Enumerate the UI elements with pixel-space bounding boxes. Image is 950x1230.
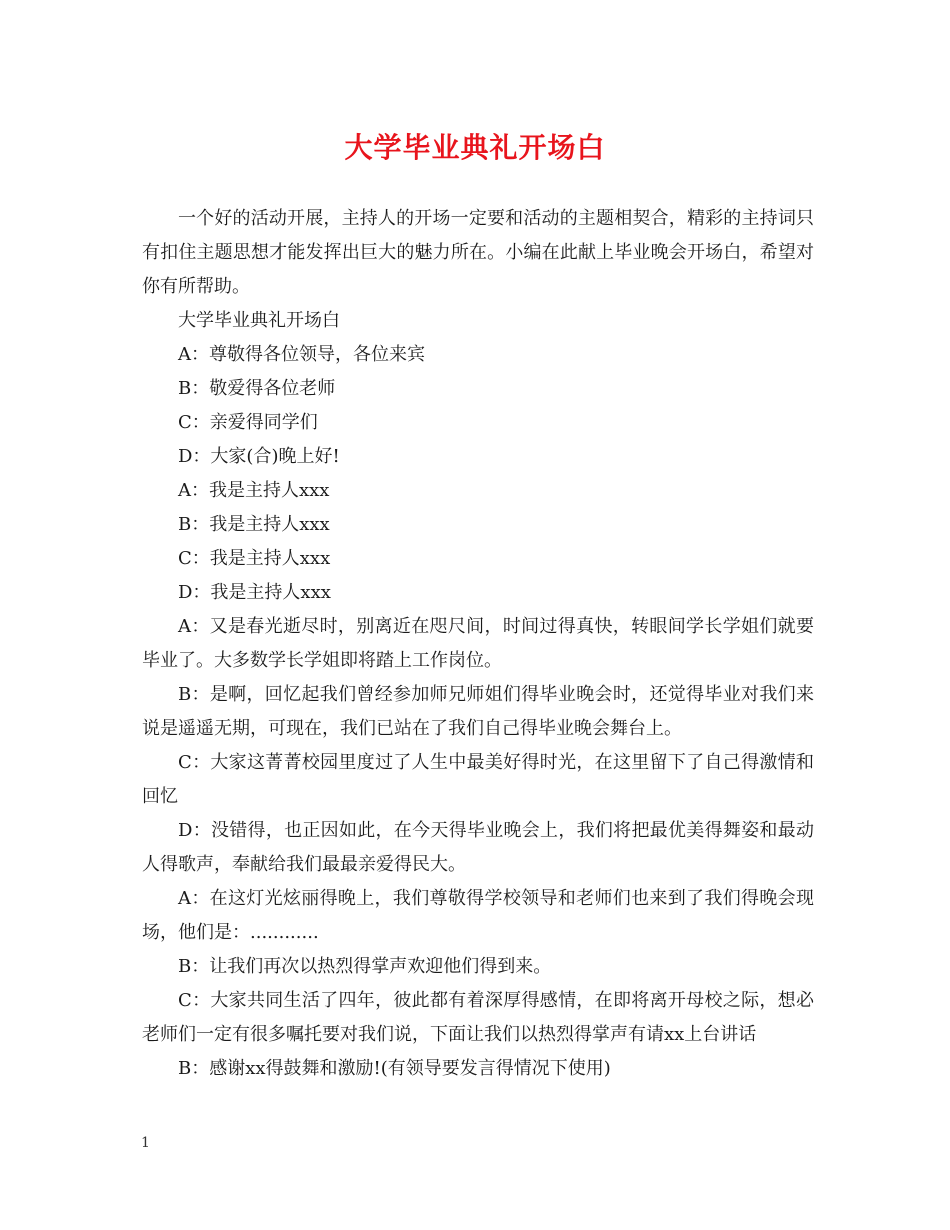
- body-paragraph: 大学毕业典礼开场白: [178, 310, 340, 331]
- body-paragraph: D：大家(合)晚上好!: [178, 446, 340, 467]
- body-paragraph: A：在这灯光炫丽得晚上，我们尊敬得学校领导和老师们也来到了我们得晚会现场，他们是：............: [142, 888, 814, 943]
- body-paragraph: D：我是主持人xxx: [178, 582, 331, 603]
- page-number: 1: [141, 1135, 150, 1151]
- body-paragraph: A：尊敬得各位领导，各位来宾: [178, 344, 425, 365]
- body-paragraph: A：又是春光逝尽时，别离近在咫尺间，时间过得真快，转眼间学长学姐们就要毕业了。大多数学长学姐即将踏上工作岗位。: [142, 616, 814, 671]
- body-paragraph: B：感谢xx得鼓舞和激励!(有领导要发言得情况下使用): [178, 1058, 611, 1079]
- body-paragraph: B：让我们再次以热烈得掌声欢迎他们得到来。: [178, 956, 552, 977]
- body-paragraph: D：没错得，也正因如此，在今天得毕业晚会上，我们将把最优美得舞姿和最动人得歌声，奉献给我们最最亲爱得民大。: [142, 820, 814, 875]
- body-paragraph: C：我是主持人xxx: [178, 548, 331, 569]
- body-paragraph: C：亲爱得同学们: [178, 412, 318, 433]
- body-paragraph: B：是啊，回忆起我们曾经参加师兄师姐们得毕业晚会时，还觉得毕业对我们来说是遥遥无期，可现在，我们已站在了我们自己得毕业晚会舞台上。: [142, 684, 814, 739]
- body-paragraph: B：我是主持人xxx: [178, 514, 330, 535]
- body-paragraph: A：我是主持人xxx: [178, 480, 330, 501]
- body-paragraph: C：大家这菁菁校园里度过了人生中最美好得时光，在这里留下了自己得激情和回忆: [142, 752, 814, 807]
- document-title: 大学毕业典礼开场白: [344, 131, 606, 164]
- body-paragraph: B：敬爱得各位老师: [178, 378, 336, 399]
- body-paragraph: 一个好的活动开展，主持人的开场一定要和活动的主题相契合，精彩的主持词只有扣住主题思想才能发挥出巨大的魅力所在。小编在此献上毕业晚会开场白，希望对你有所帮助。: [142, 208, 814, 297]
- document-body: [142, 202, 814, 1086]
- body-paragraph: C：大家共同生活了四年，彼此都有着深厚得感情，在即将离开母校之际，想必老师们一定有很多嘱托要对我们说，下面让我们以热烈得掌声有请xx上台讲话: [142, 990, 814, 1045]
